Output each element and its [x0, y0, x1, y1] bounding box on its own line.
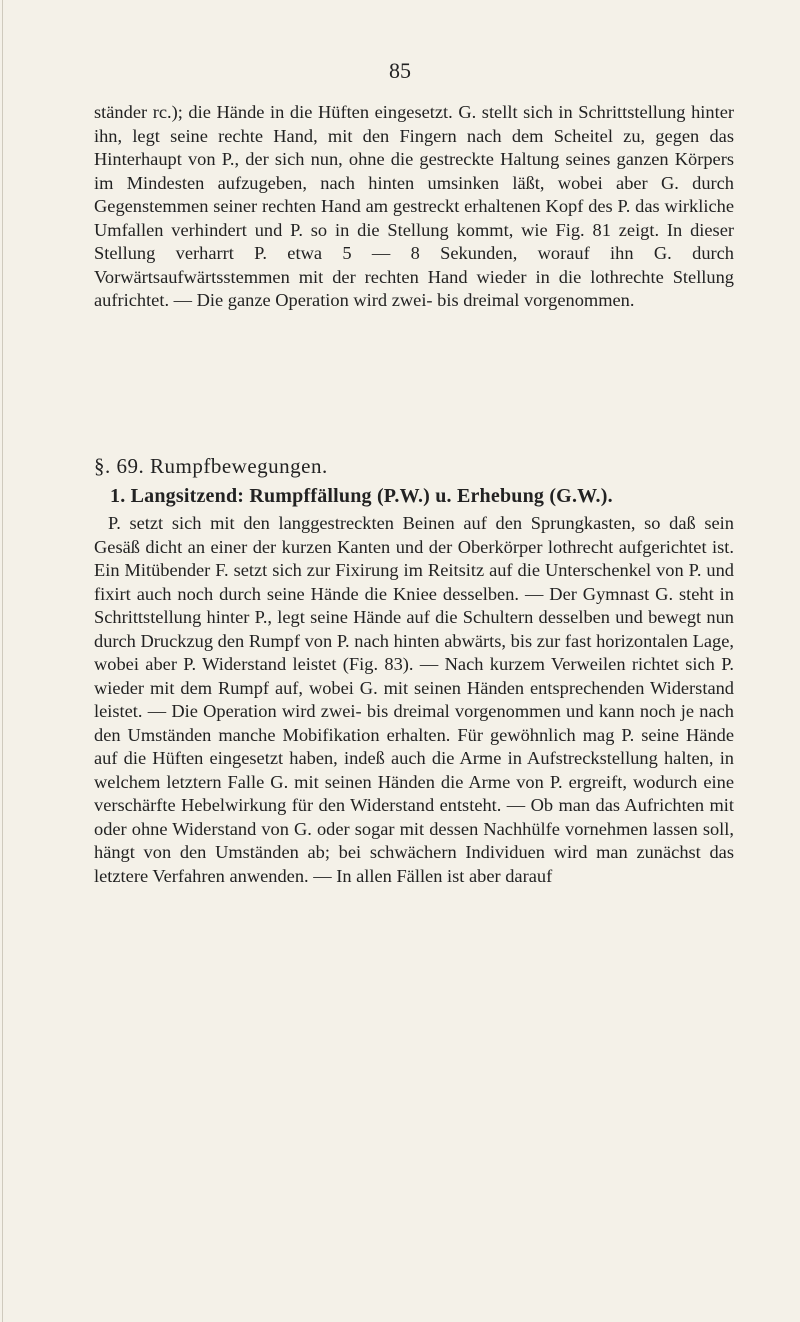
page-edge-line: [2, 0, 3, 1322]
page-number: 85: [389, 58, 411, 83]
section-heading: §. 69. Rumpfbewegungen.: [94, 454, 328, 478]
continuation-paragraph: ständer rc.); die Hände in die Hüften eingesetzt. G. stellt sich in Schrittstellung hinter ihn, legt seine rechte Hand, mit den Fingern nach dem Scheitel zu, gegen das Hinterhaupt von P., der sich nun, ohne die gestreckte Haltung seines ganzen Körpers im Mindesten aufzugeben, nach hinten umsinken läßt, wobei aber G. durch Gegenstemmen seiner rechten Hand am gestreckt erhaltenen Kopf des P. das wirkliche Umfallen verhindert und P. so in die Stellung kommt, wie Fig. 81 zeigt. In dieser Stellung verharrt P. etwa 5 — 8 Sekunden, worauf ihn G. durch Vorwärtsaufwärtsstemmen mit der rechten Hand wieder in die lothrechte Stellung aufrichtet. — Die ganze Operation wird zwei- bis dreimal vorgenommen.: [94, 102, 734, 310]
subsection-heading: 1. Langsitzend: Rumpffällung (P.W.) u. Erhebung (G.W.).: [110, 485, 613, 507]
body-paragraph: P. setzt sich mit den langgestreckten Beinen auf den Sprungkasten, so daß sein Gesäß dicht an einer der kurzen Kanten und der Oberkörper lothrecht aufgerichtet ist. Ein Mitübender F. setzt sich zur Fixirung im Reitsitz auf die Unterschenkel von P. und fixirt auch noch durch seine Hände die Kniee desselben. — Der Gymnast G. steht in Schrittstellung hinter P., legt seine Hände auf die Schultern desselben und bewegt nun durch Druckzug den Rumpf von P. nach hinten abwärts, bis zur fast horizontalen Lage, wobei aber P. Widerstand leistet (Fig. 83). — Nach kurzem Verweilen richtet sich P. wieder mit dem Rumpf auf, wobei G. mit seinen Händen entsprechenden Widerstand leistet. — Die Operation wird zwei- bis dreimal vorgenommen und kann noch je nach den Umständen manche Mobifikation erhalten. Für gewöhnlich mag P. seine Hände auf die Hüften eingesetzt haben, indeß auch die Arme in Aufstreckstellung halten, in welchem letztern Falle G. mit seinen Händen die Arme von P. ergreift, wodurch eine verschärfte Hebelwirkung für den Widerstand entsteht. — Ob man das Aufrichten mit oder ohne Widerstand von G. oder sogar mit dessen Nachhülfe vornehmen lassen soll, hängt von den Umständen ab; bei schwächern Individuen wird man zunächst das letztere Verfahren anwenden. — In allen Fällen ist aber darauf: [94, 513, 734, 886]
